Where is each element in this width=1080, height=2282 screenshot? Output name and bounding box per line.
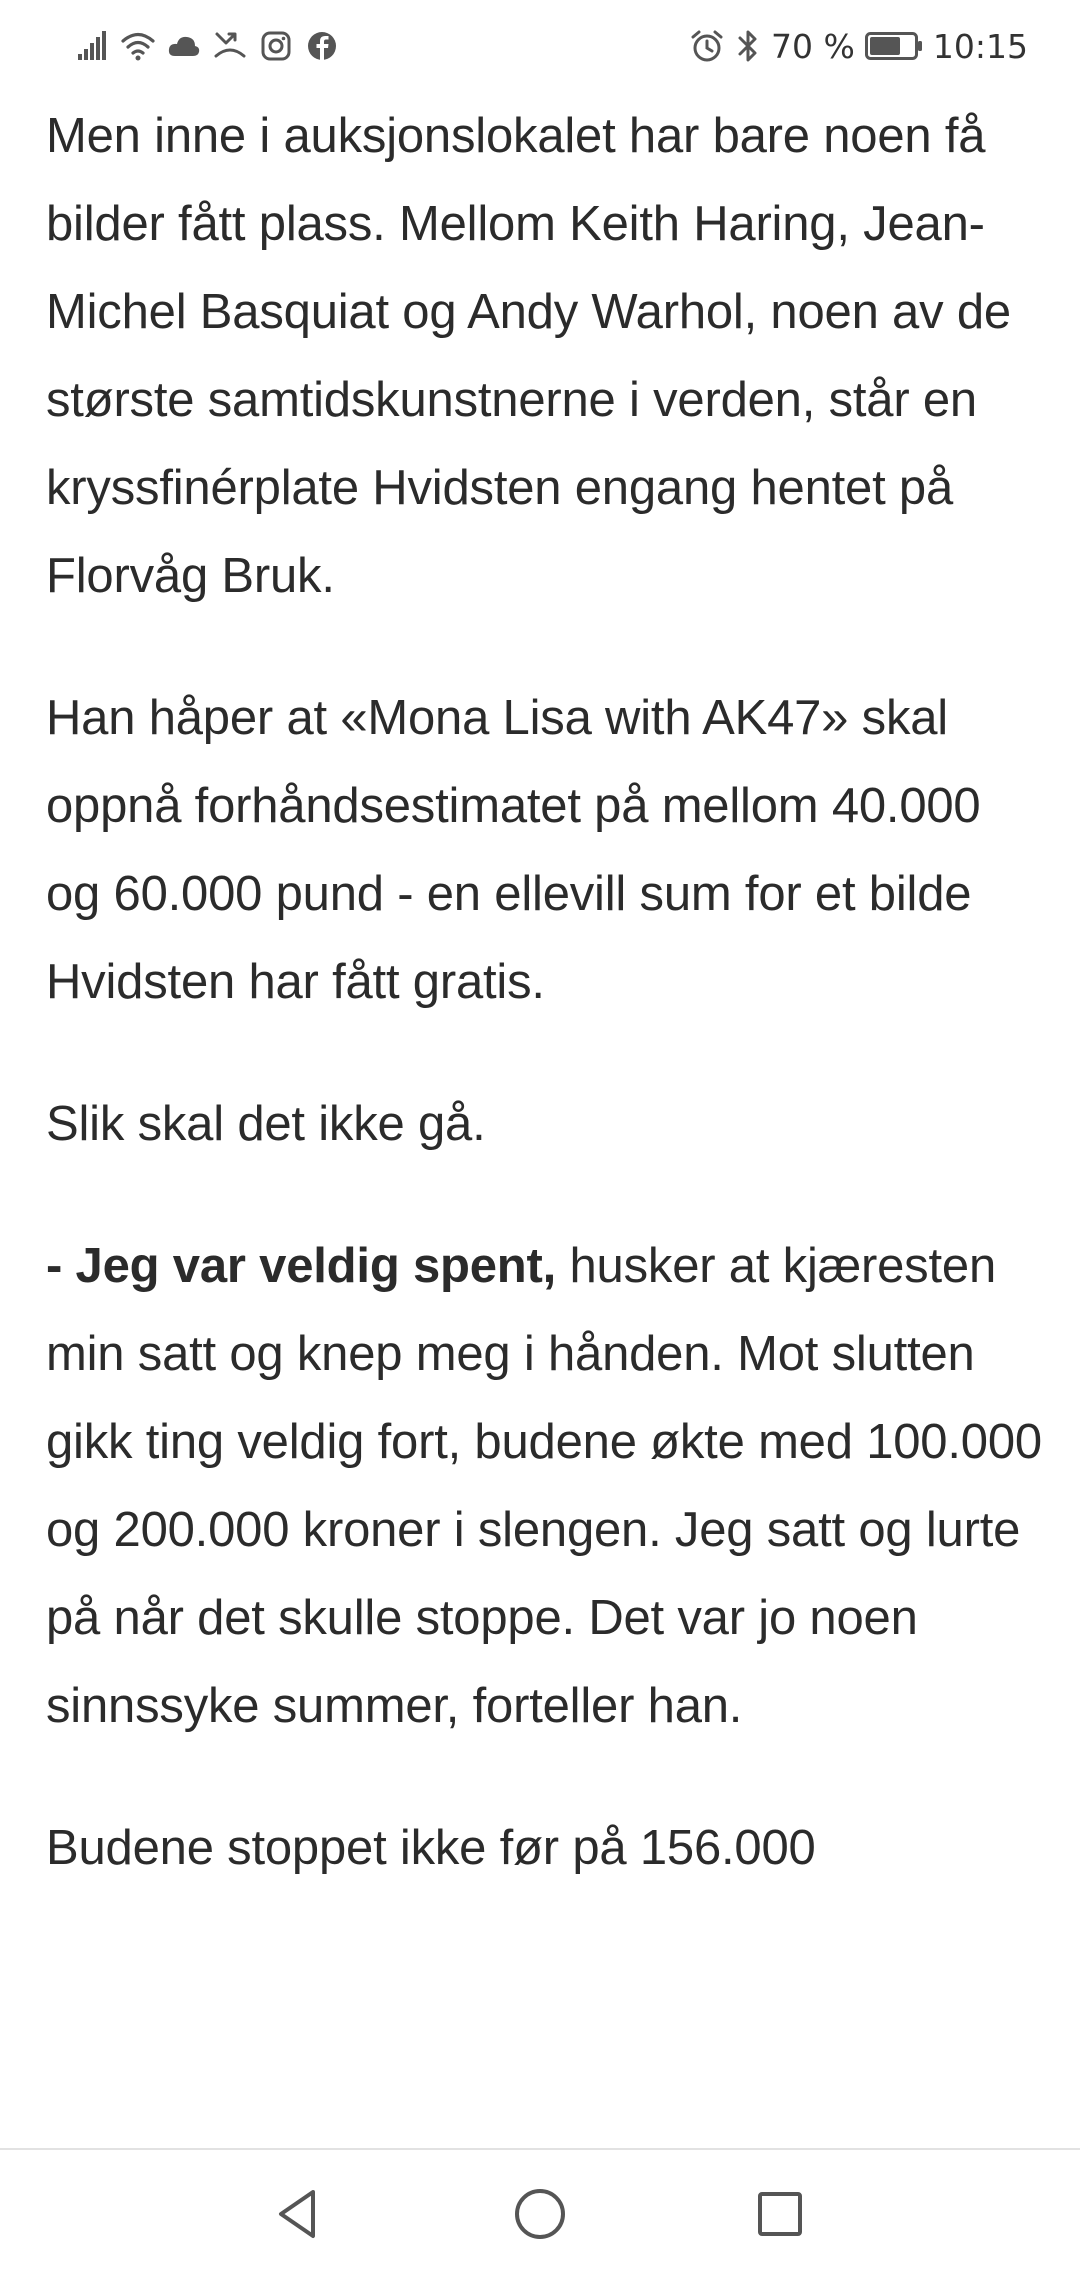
article-body[interactable] <box>46 92 1046 2148</box>
signal-icon <box>74 28 110 64</box>
article-paragraph: Men inne i auksjonslokalet har bare noen få bilder fått plass. Mellom Keith Haring, Jean-Michel Basquiat og Andy Warhol, noen av de største samtidskunstnerne i verden, står en kryssfinérplate Hvidsten engang hentet på Florvåg Bruk. <box>46 109 1011 603</box>
battery-percent: 70 % <box>771 26 855 66</box>
article-paragraph: Budene stoppet ikke før på 156.000 <box>46 1821 816 1875</box>
quote-text: husker at kjæresten min satt og knep meg i hånden. Mot slutten gikk ting veldig fort, budene økte med 100.000 og 200.000 kroner i slengen. Jeg satt og lurte på når det skulle stoppe. Det var jo noen sinnssyke summer, forteller han. <box>46 1239 1042 1733</box>
navigation-bar <box>0 2148 1080 2282</box>
wifi-icon <box>120 28 156 64</box>
instagram-icon <box>258 28 294 64</box>
status-right-icons <box>689 27 1028 66</box>
article-paragraph-quote <box>46 1222 1046 1750</box>
status-bar <box>0 0 1080 92</box>
alarm-icon <box>689 28 725 64</box>
recent-apps-button[interactable] <box>748 2182 812 2246</box>
quote-bold-lead: - Jeg var veldig spent, <box>46 1239 557 1293</box>
back-icon <box>267 2182 331 2246</box>
status-left-icons <box>74 28 340 64</box>
home-icon <box>508 2182 572 2246</box>
facebook-icon <box>304 28 340 64</box>
back-button[interactable] <box>267 2182 331 2246</box>
article-paragraph: Han håper at «Mona Lisa with AK47» skal oppnå forhåndsestimatet på mellom 40.000 og 60.000 pund - en ellevill sum for et bilde Hvidsten har fått gratis. <box>46 691 981 1009</box>
recent-apps-icon <box>748 2182 812 2246</box>
cloud-icon <box>166 28 202 64</box>
missed-call-icon <box>212 28 248 64</box>
bluetooth-icon <box>735 28 761 64</box>
article-paragraph: Slik skal det ikke gå. <box>46 1097 486 1151</box>
battery-icon <box>865 32 923 60</box>
home-button[interactable] <box>508 2182 572 2246</box>
clock-time: 10:15 <box>932 26 1028 66</box>
